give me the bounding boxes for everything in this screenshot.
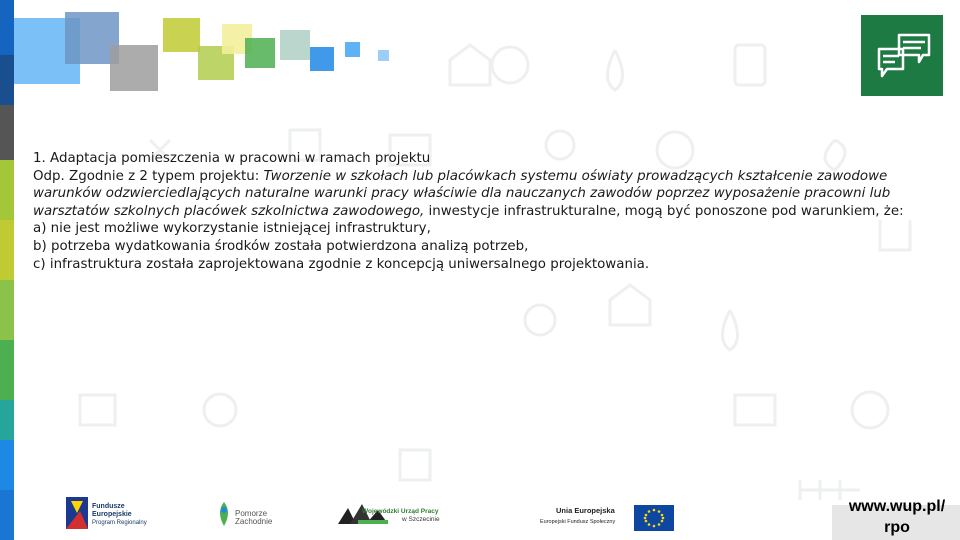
pomorze-mark-icon — [215, 500, 233, 528]
eu-flag-icon — [634, 505, 674, 531]
answer-paragraph — [33, 168, 913, 221]
wup-line2: w Szczecinie — [402, 516, 440, 523]
wup-logo — [338, 502, 478, 530]
chat-tile — [861, 15, 943, 96]
condition-a: a) nie jest możliwe wykorzystanie istniejącej infrastruktury, — [33, 221, 431, 237]
fe-logo — [66, 497, 161, 532]
answer-suffix: inwestycje infrastrukturalne, mogą być ponoszone pod warunkiem, że: — [424, 203, 904, 219]
left-color-strip — [0, 0, 14, 540]
main-content — [33, 150, 913, 273]
fe-logo-line3: Program Regionalny — [92, 520, 147, 526]
wup-line1: Wojewódzki Urząd Pracy — [362, 508, 439, 515]
answer-prefix: Odp. Zgodnie z 2 typem projektu: — [33, 168, 264, 184]
question-heading: 1. Adaptacja pomieszczenia w pracowni w ramach projektu — [33, 151, 431, 166]
fe-logo-line2: Europejskie — [92, 511, 132, 518]
eu-line1: Unia Europejska — [556, 506, 615, 515]
pomorze-line2: Zachodnie — [235, 517, 273, 526]
chat-bubbles-icon — [861, 15, 943, 96]
pomorze-logo — [215, 500, 285, 530]
condition-b: b) potrzeba wydatkowania środków została potwierdzona analizą potrzeb, — [33, 238, 529, 254]
pomorze-line1: Pomorze — [235, 509, 268, 518]
fe-mark-icon — [66, 497, 88, 529]
fe-logo-line1: Fundusze — [92, 503, 125, 510]
eu-logo — [540, 505, 675, 533]
condition-c: c) infrastruktura została zaprojektowana zgodnie z koncepcją uniwersalnego projektowania. — [33, 256, 650, 272]
answer-italic: Tworzenie w szkołach lub placówkach systemu oświaty prowadzących kształcenie zawodowe warunków odzwierciedlających naturalne warunki pracy właściwie dla nauczanych zawodów poprzez wyposażenie pracowni lub warsztatów szkolnych placówek szkolnictwa zawodowego, — [33, 168, 891, 219]
website-url[interactable]: www.wup.pl/ rpo — [848, 498, 946, 536]
eu-line2: Europejski Fundusz Społeczny — [540, 519, 616, 525]
